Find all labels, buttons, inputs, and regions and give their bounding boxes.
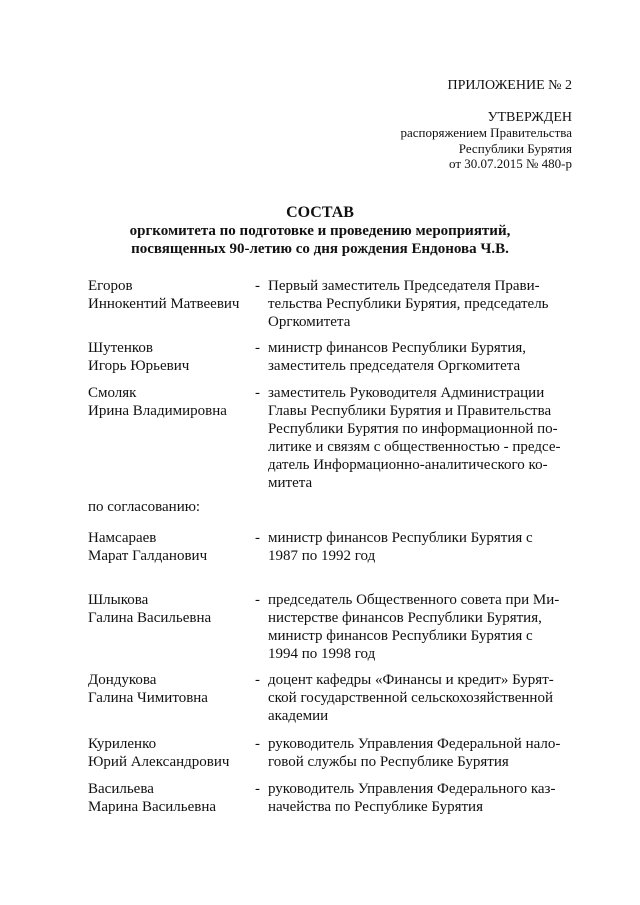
member-given-names: Галина Васильевна xyxy=(88,610,212,626)
member-surname: Куриленко xyxy=(88,736,157,752)
member-role xyxy=(268,384,570,492)
role-line: заместитель Руководителя Администрации xyxy=(268,385,545,401)
approved-by-line-1: распоряжением Правительства xyxy=(400,125,572,140)
role-line: митета xyxy=(268,475,313,491)
member-given-names: Ирина Владимировна xyxy=(88,403,227,419)
role-line: 1994 по 1998 год xyxy=(268,646,376,662)
role-line: ской государственной сельскохозяйственной xyxy=(268,690,553,706)
approved-label: УТВЕРЖДЕН xyxy=(487,109,572,125)
title-line-3: посвященных 90-летию со дня рождения Ендонова Ч.В. xyxy=(131,241,509,257)
agreement-note: по согласованию: xyxy=(88,499,201,515)
role-line: руководитель Управления Федеральной нало- xyxy=(268,736,561,752)
member-given-names: Марат Галданович xyxy=(88,548,208,564)
member-name xyxy=(88,671,253,707)
role-line: Республики Бурятия по информационной по- xyxy=(268,421,558,437)
role-line: литике и связям с общественностью - предсе- xyxy=(268,439,561,455)
role-line: Оргкомитета xyxy=(268,314,351,330)
member-role xyxy=(268,529,570,565)
dash-separator: - xyxy=(255,278,260,294)
dash-separator: - xyxy=(255,340,260,356)
approval-date: от 30.07.2015 № 480-р xyxy=(449,156,572,171)
member-surname: Дондукова xyxy=(88,672,157,688)
member-role xyxy=(268,735,570,771)
title-line-1: СОСТАВ xyxy=(286,204,354,221)
member-given-names: Иннокентий Матвеевич xyxy=(88,296,240,312)
member-name xyxy=(88,339,253,375)
role-line: председатель Общественного совета при Ми- xyxy=(268,592,560,608)
member-given-names: Галина Чимитовна xyxy=(88,690,208,706)
member-name xyxy=(88,591,253,627)
role-line: тельства Республики Бурятия, председатель xyxy=(268,296,549,312)
member-surname: Егоров xyxy=(88,278,133,294)
member-surname: Намсараев xyxy=(88,530,157,546)
member-name xyxy=(88,529,253,565)
member-surname: Шлыкова xyxy=(88,592,149,608)
dash-separator: - xyxy=(255,781,260,797)
member-name xyxy=(88,384,253,420)
role-line: министр финансов Республики Бурятия с xyxy=(268,530,533,546)
member-role xyxy=(268,671,570,725)
member-role xyxy=(268,780,570,816)
role-line: министр финансов Республики Бурятия с xyxy=(268,628,533,644)
role-line: начейства по Республике Бурятия xyxy=(268,799,483,815)
role-line: нистерстве финансов Республики Бурятия, xyxy=(268,610,542,626)
dash-separator: - xyxy=(255,736,260,752)
member-given-names: Игорь Юрьевич xyxy=(88,358,190,374)
role-line: Первый заместитель Председателя Прави- xyxy=(268,278,540,294)
role-line: доцент кафедры «Финансы и кредит» Бурят- xyxy=(268,672,554,688)
member-given-names: Марина Васильевна xyxy=(88,799,217,815)
role-line: датель Информационно-аналитического ко- xyxy=(268,457,548,473)
member-name xyxy=(88,735,253,771)
dash-separator: - xyxy=(255,592,260,608)
appendix-number: ПРИЛОЖЕНИЕ № 2 xyxy=(447,78,572,93)
member-role xyxy=(268,339,570,375)
dash-separator: - xyxy=(255,530,260,546)
dash-separator: - xyxy=(255,672,260,688)
member-role xyxy=(268,591,570,663)
member-name xyxy=(88,277,253,313)
role-line: заместитель председателя Оргкомитета xyxy=(268,358,521,374)
member-role xyxy=(268,277,570,331)
member-surname: Шутенков xyxy=(88,340,153,356)
role-line: руководитель Управления Федерального каз- xyxy=(268,781,556,797)
approved-by-line-2: Республики Бурятия xyxy=(458,140,572,156)
member-given-names: Юрий Александрович xyxy=(88,754,230,770)
member-name xyxy=(88,780,253,816)
role-line: говой службы по Республике Бурятия xyxy=(268,754,509,770)
dash-separator: - xyxy=(255,385,260,401)
role-line: 1987 по 1992 год xyxy=(268,548,376,564)
role-line: академии xyxy=(268,708,329,724)
member-surname: Смоляк xyxy=(88,385,137,401)
member-surname: Васильева xyxy=(88,781,154,797)
role-line: министр финансов Республики Бурятия, xyxy=(268,340,527,356)
role-line: Главы Республики Бурятия и Правительства xyxy=(268,403,552,419)
title-line-2: оргкомитета по подготовке и проведению мероприятий, xyxy=(129,223,511,239)
approval-block xyxy=(400,78,572,172)
document-title xyxy=(0,204,640,258)
